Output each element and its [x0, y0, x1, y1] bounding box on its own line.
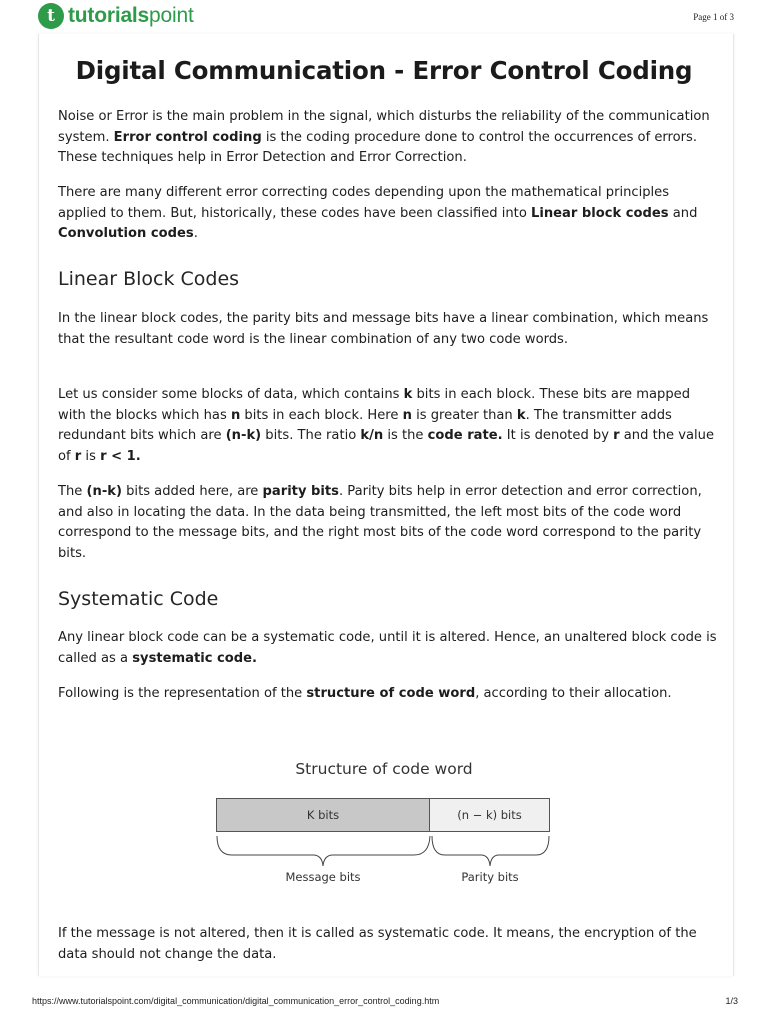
- term-error-control-coding: Error control coding: [113, 129, 262, 145]
- linear-paragraph-3: The (n-k) bits added here, are parity bits. Parity bits help in error detection and error correction, and also in locating the data. In the data being transmitted, the left most bits of the code word correspond to the message bits, and the right most bits of the code word correspond to the parity bits.: [58, 484, 702, 561]
- parity-bits-block: (n − k) bits: [429, 798, 550, 832]
- parity-brace: [432, 836, 549, 866]
- parity-bits-label: Parity bits: [461, 870, 519, 884]
- heading-systematic-code: Systematic Code: [58, 588, 219, 610]
- logo-mark-icon: t: [38, 3, 64, 29]
- systematic-paragraph-2: Following is the representation of the structure of code word, according to their allocation.: [58, 686, 672, 701]
- systematic-paragraph-3: If the message is not altered, then it is called as systematic code. It means, the encryption of the data should not change the data.: [58, 926, 697, 962]
- linear-paragraph-2: Let us consider some blocks of data, which contains k bits in each block. These bits are mapped with the blocks which has n bits in each block. Here n is greater than k. The transmitter adds redundant bits which are (n-k) bits. The ratio k/n is the code rate. It is denoted by r and the value of r is r < 1.: [58, 387, 714, 464]
- intro-paragraph-2: There are many different error correcting codes depending upon the mathematical principles applied to them. But, historically, these codes have been classified into Linear block codes and Convolution codes.: [58, 185, 698, 242]
- code-word-structure-figure: [0, 756, 768, 896]
- k-bits-block: K bits: [216, 798, 430, 832]
- logo-text-point: point: [149, 4, 194, 27]
- heading-linear-block-codes: Linear Block Codes: [58, 268, 240, 290]
- figure-title: Structure of code word: [295, 760, 473, 778]
- footer-url-link[interactable]: https://www.tutorialspoint.com/digital_communication/digital_communication_error_control_coding.htm: [32, 996, 440, 1006]
- linear-paragraph-1: In the linear block codes, the parity bits and message bits have a linear combination, which means that the resultant code word is the linear combination of any two code words.: [58, 311, 709, 347]
- message-bits-label: Message bits: [285, 870, 361, 884]
- logo-text-tutorials: tutorials: [68, 4, 150, 27]
- page-indicator: Page 1 of 3: [693, 12, 734, 22]
- message-brace: [217, 836, 430, 866]
- page-title: Digital Communication - Error Control Coding: [75, 56, 693, 85]
- term-linear-block-codes: Linear block codes: [531, 205, 669, 221]
- intro-paragraph-1: Noise or Error is the main problem in the signal, which disturbs the reliability of the communication system. Error control coding is the coding procedure done to control the occurrences of errors. These techniques help in Error Detection and Error Correction.: [58, 109, 710, 166]
- footer-page-number: 1/3: [725, 996, 738, 1006]
- systematic-paragraph-1: Any linear block code can be a systematic code, until it is altered. Hence, an unaltered block code is called as a systematic code.: [58, 630, 717, 666]
- logo-text: [68, 4, 194, 28]
- brace-graphics: [0, 756, 768, 896]
- term-convolution-codes: Convolution codes: [58, 226, 194, 242]
- page-header: [0, 0, 768, 34]
- site-logo[interactable]: [38, 2, 194, 30]
